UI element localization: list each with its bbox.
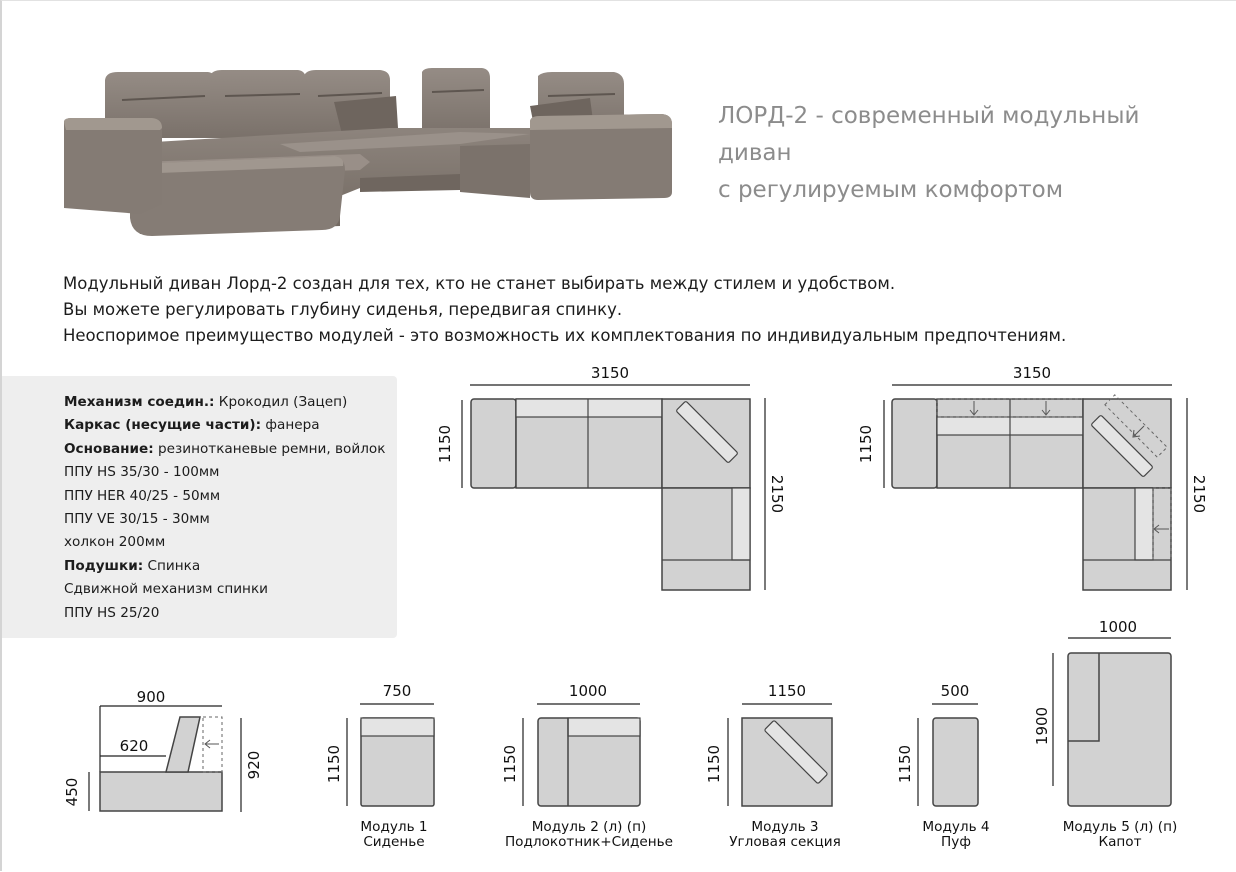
corner-block — [662, 399, 750, 488]
module-name: Модуль 3 — [751, 819, 819, 835]
spec-row: Сдвижной механизм спинки — [64, 581, 268, 598]
dim-width: 500 — [940, 682, 970, 700]
spec-row: Каркас (несущие части): фанера — [64, 417, 320, 434]
backrest — [166, 717, 200, 772]
module-name: Модуль 2 (л) (п) — [531, 819, 647, 835]
side-seat-block — [1083, 488, 1171, 590]
dim-height: 1900 — [1033, 706, 1051, 746]
module-name: Модуль 1 — [360, 819, 428, 835]
module-desc: Пуф — [941, 834, 971, 850]
spec-row: Основание: резинотканевые ремни, войлок — [64, 440, 386, 457]
spec-row: Подушки: Спинка — [64, 557, 201, 574]
dim-side: 2150 — [768, 474, 786, 514]
module-3 — [705, 682, 841, 850]
module-1 — [325, 682, 434, 850]
dim-depth: 1150 — [857, 424, 875, 464]
dim-depth: 900 — [136, 688, 166, 706]
armrest-block — [471, 399, 516, 488]
dim-width: 1150 — [767, 682, 807, 700]
spec-row: ППУ HS 35/30 - 100мм — [64, 464, 220, 481]
layout-plan-2 — [857, 364, 1208, 590]
backrest-strip — [361, 718, 434, 736]
dim-width: 3150 — [1012, 364, 1052, 382]
dim-depth: 1150 — [436, 424, 454, 464]
spec-row: ППУ HS 25/20 — [64, 604, 160, 621]
dim-width: 3150 — [590, 364, 630, 382]
backrest-strip — [516, 399, 662, 417]
dim-height: 1150 — [501, 744, 519, 784]
spec-row: ППУ HER 40/25 - 50мм — [64, 487, 221, 504]
module-2 — [501, 682, 673, 850]
module-name: Модуль 5 (л) (п) — [1062, 819, 1178, 835]
module-desc: Угловая секция — [729, 834, 841, 850]
intro-line: Модульный диван Лорд-2 создан для тех, кто не станет выбирать между стилем и удобством. — [63, 274, 896, 293]
spec-row: Механизм соедин.: Крокодил (Зацеп) — [64, 394, 348, 410]
backrest-strip — [568, 718, 640, 736]
title-line-2: с регулируемым комфортом — [718, 177, 1064, 203]
dim-seat-height: 450 — [63, 777, 81, 807]
dim-height: 1150 — [896, 744, 914, 784]
shift-arrow-icon — [205, 740, 219, 748]
module-4 — [896, 682, 990, 850]
seat-base — [100, 772, 222, 811]
side-profile — [63, 688, 263, 812]
module-desc: Подлокотник+Сиденье — [504, 834, 674, 850]
spec-row: ППУ VE 30/15 - 30мм — [64, 511, 210, 528]
module-desc: Капот — [1098, 834, 1142, 850]
module-5 — [1033, 618, 1177, 850]
module-name: Модуль 4 — [922, 819, 990, 835]
side-backrest-strip — [732, 488, 750, 560]
pouf-block — [933, 718, 978, 806]
dim-height: 1150 — [325, 744, 343, 784]
dim-width: 750 — [382, 682, 412, 700]
side-backrest-strip — [1135, 488, 1153, 560]
layout-plan-1 — [436, 364, 786, 590]
title-line-1: ЛОРД-2 - современный модульный диван — [718, 103, 1140, 166]
dim-height: 1150 — [705, 744, 723, 784]
intro-line: Неоспоримое преимущество модулей - это возможность их комплектования по индивидуальным предпочтениям. — [63, 326, 1067, 345]
dim-seat-depth: 620 — [119, 737, 149, 755]
module-desc: Сиденье — [363, 834, 425, 850]
dim-width: 1000 — [568, 682, 608, 700]
armrest-block — [892, 399, 937, 488]
corner-block — [742, 718, 832, 806]
dim-height: 920 — [245, 750, 263, 780]
capot-block — [1068, 653, 1171, 806]
spec-row: холкон 200мм — [64, 534, 166, 551]
intro-line: Вы можете регулировать глубину сиденья, передвигая спинку. — [63, 300, 623, 319]
dim-width: 1000 — [1098, 618, 1138, 636]
dim-side: 2150 — [1190, 474, 1208, 514]
